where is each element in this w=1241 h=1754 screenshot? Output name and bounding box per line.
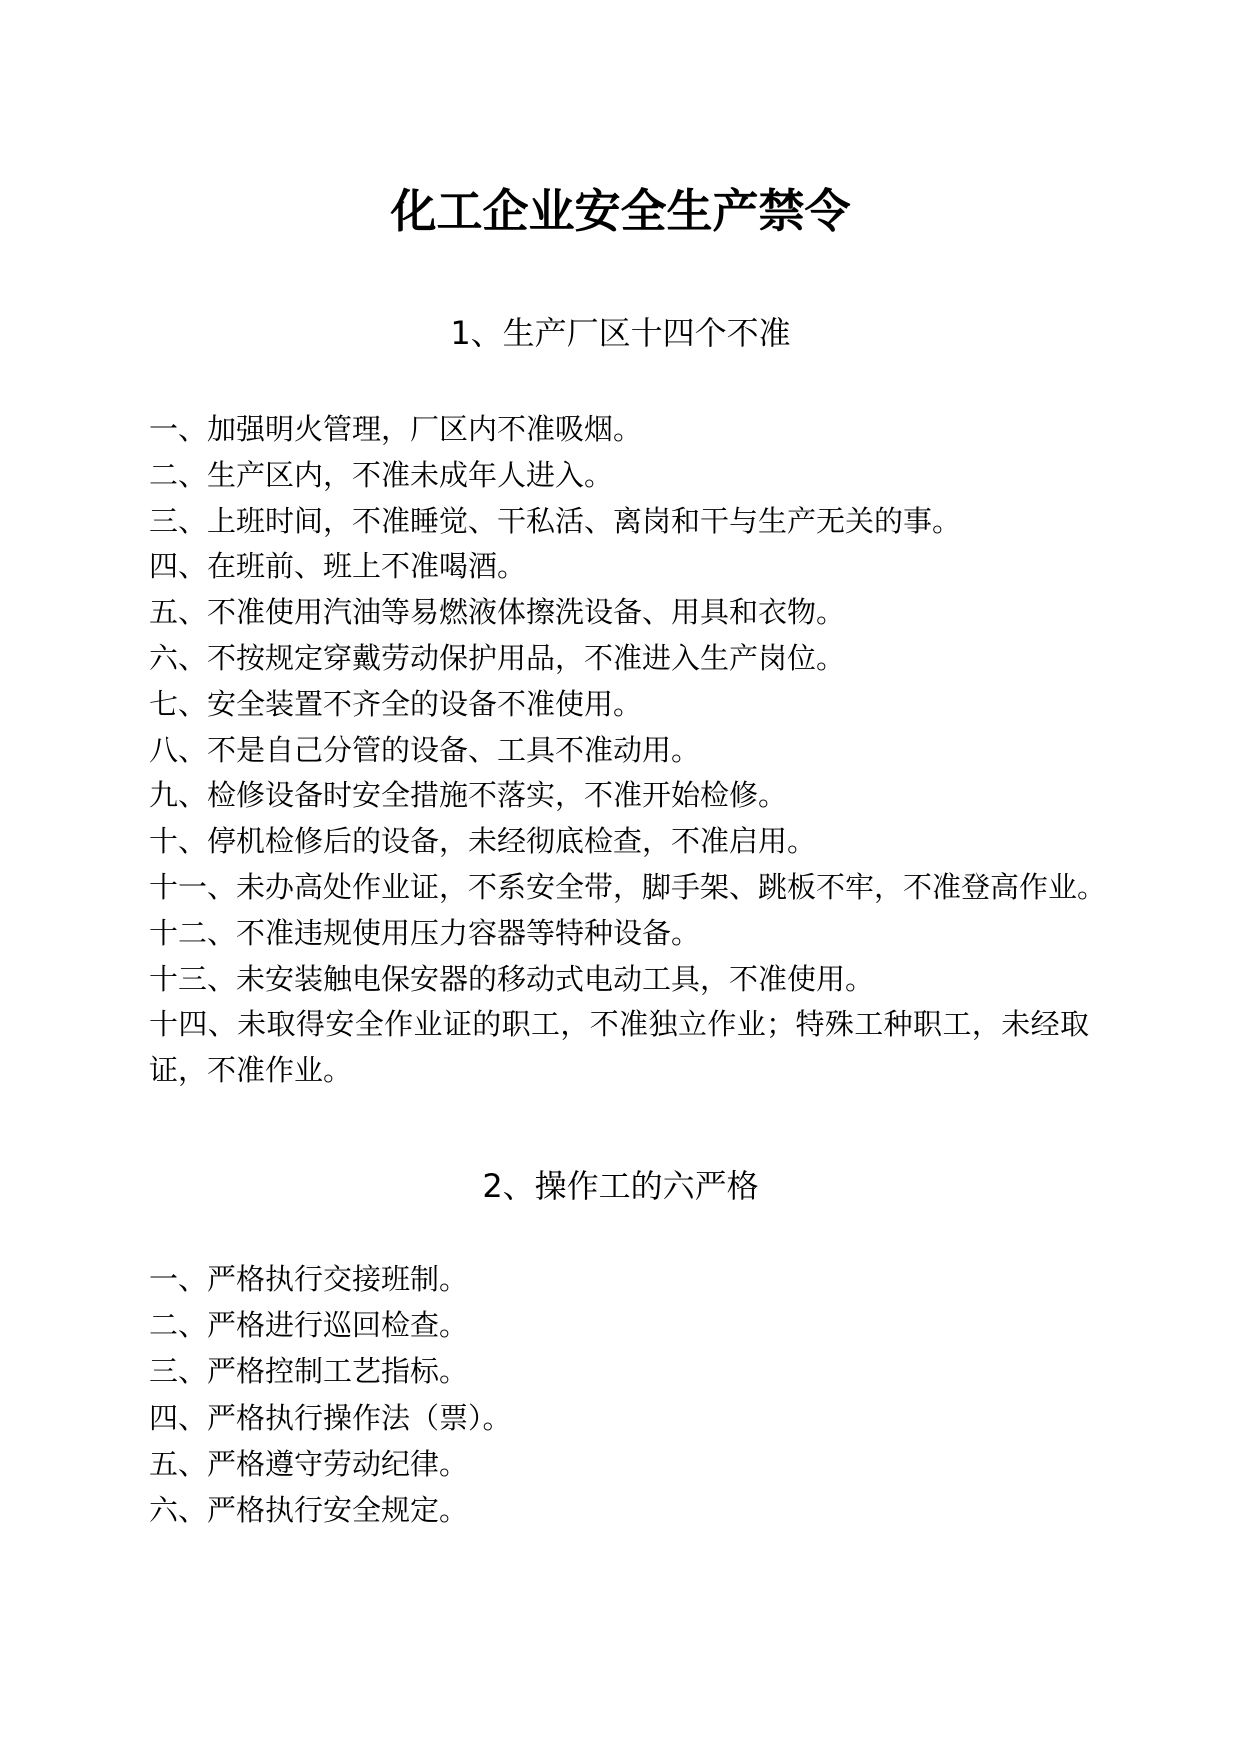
list-item: 三、严格控制工艺指标。 [149, 1354, 469, 1389]
list-item: 十三、未安装触电保安器的移动式电动工具，不准使用。 [149, 961, 875, 996]
section-heading-operator-rules: 2、操作工的六严格 [482, 1167, 759, 1205]
list-item: 五、不准使用汽油等易燃液体擦洗设备、用具和衣物。 [149, 595, 846, 630]
list-item: 五、严格遵守劳动纪律。 [149, 1446, 469, 1481]
list-item: 二、生产区内，不准未成年人进入。 [149, 457, 614, 492]
section-heading-factory-rules: 1、生产厂区十四个不准 [450, 314, 791, 352]
list-item: 四、在班前、班上不准喝酒。 [149, 549, 527, 584]
list-item: 十四、未取得安全作业证的职工，不准独立作业；特殊工种职工，未经取证，不准作业。 [149, 1007, 1089, 1088]
list-item: 八、不是自己分管的设备、工具不准动用。 [149, 732, 701, 767]
list-item: 十、停机检修后的设备，未经彻底检查，不准启用。 [149, 824, 817, 859]
factory-rules-list [149, 407, 1106, 1094]
list-item: 一、加强明火管理，厂区内不准吸烟。 [149, 412, 643, 446]
list-item: 四、严格执行操作法（票）。 [149, 1400, 512, 1435]
operator-rules-list [149, 1256, 512, 1533]
list-item: 一、严格执行交接班制。 [149, 1262, 469, 1296]
list-item: 六、严格执行安全规定。 [149, 1493, 469, 1528]
list-item: 九、检修设备时安全措施不落实，不准开始检修。 [149, 778, 788, 813]
document-title: 化工企业安全生产禁令 [390, 184, 851, 238]
list-item: 十一、未办高处作业证，不系安全带，脚手架、跳板不牢，不准登高作业。 [149, 869, 1107, 904]
list-item: 三、上班时间，不准睡觉、干私活、离岗和干与生产无关的事。 [149, 503, 962, 538]
list-item: 二、严格进行巡回检查。 [149, 1308, 469, 1343]
list-item: 七、安全装置不齐全的设备不准使用。 [149, 686, 643, 721]
list-item: 六、不按规定穿戴劳动保护用品，不准进入生产岗位。 [149, 640, 846, 675]
list-item: 十二、不准违规使用压力容器等特种设备。 [149, 915, 701, 950]
